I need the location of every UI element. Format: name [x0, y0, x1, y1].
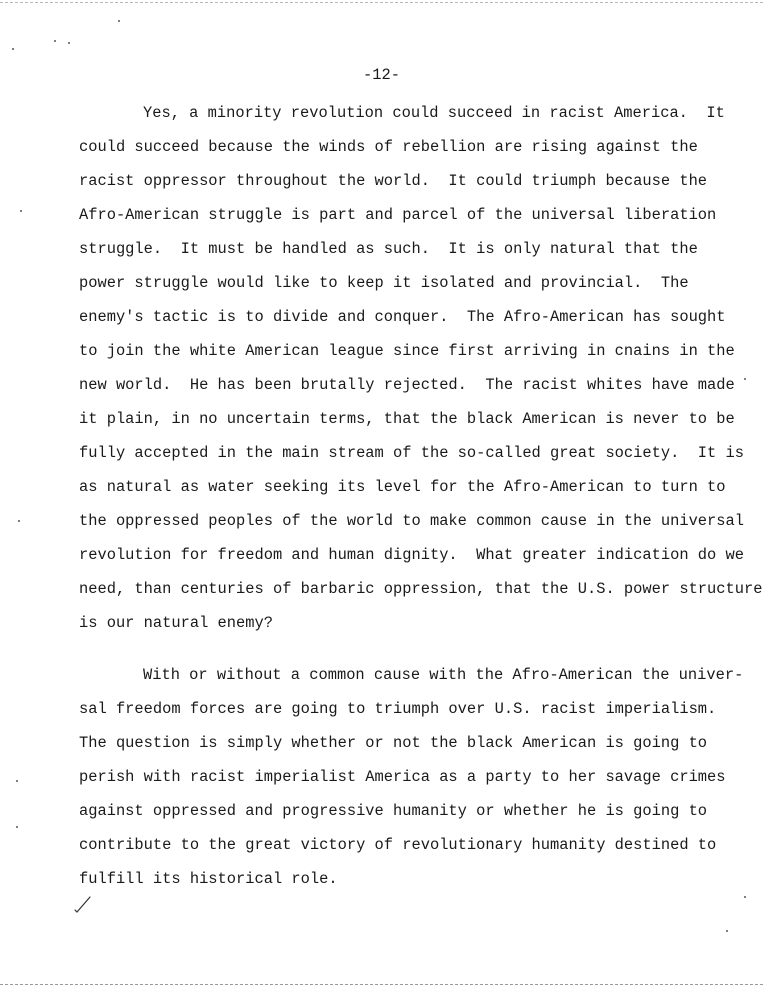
text-line: power struggle would like to keep it isolated and provincial. The — [79, 274, 689, 292]
scan-speck — [744, 378, 746, 380]
text-line: the oppressed peoples of the world to make common cause in the universal — [79, 512, 744, 530]
scan-speck — [20, 210, 22, 212]
scan-speck — [68, 42, 70, 44]
text-line: it plain, in no uncertain terms, that the black American is never to be — [79, 410, 735, 428]
text-line: new world. He has been brutally rejected. The racist whites have made — [79, 376, 735, 394]
text-line: perish with racist imperialist America as a party to her savage crimes — [79, 768, 726, 786]
scan-speck — [744, 896, 746, 898]
text-line: fully accepted in the main stream of the so-called great society. It is — [79, 444, 744, 462]
text-line: The question is simply whether or not the black American is going to — [79, 734, 708, 752]
scan-speck — [12, 48, 14, 50]
text-line: racist oppressor throughout the world. It could triumph because the — [79, 172, 708, 190]
text-line: need, than centuries of barbaric oppression, that the U.S. power structure — [79, 580, 763, 598]
text-line: struggle. It must be handled as such. It is only natural that the — [79, 240, 698, 258]
text-line: against oppressed and progressive humanity or whether he is going to — [79, 802, 708, 820]
page-bottom-edge — [0, 984, 763, 985]
text-line: to join the white American league since first arriving in cnains in the — [79, 342, 735, 360]
text-line: sal freedom forces are going to triumph over U.S. racist imperialism. — [79, 700, 717, 718]
text-line: enemy's tactic is to divide and conquer. The Afro-American has sought — [79, 308, 726, 326]
text-line: as natural as water seeking its level for the Afro-American to turn to — [79, 478, 726, 496]
check-mark-icon — [72, 893, 94, 915]
scan-speck — [118, 20, 120, 22]
text-line: fulfill its historical role. — [79, 870, 338, 888]
text-line: Afro-American struggle is part and parcel of the universal liberation — [79, 206, 717, 224]
scan-speck — [726, 930, 728, 932]
text-line: Yes, a minority revolution could succeed in racist America. It — [143, 104, 725, 122]
scan-speck — [18, 520, 20, 522]
page-number: -12- — [363, 66, 400, 84]
text-line: is our natural enemy? — [79, 614, 273, 632]
page-top-edge — [0, 2, 763, 3]
text-line: contribute to the great victory of revolutionary humanity destined to — [79, 836, 717, 854]
text-line: could succeed because the winds of rebellion are rising against the — [79, 138, 698, 156]
text-line: revolution for freedom and human dignity. What greater indication do we — [79, 546, 744, 564]
scan-speck — [16, 826, 18, 828]
scan-speck — [16, 780, 18, 782]
text-line: With or without a common cause with the Afro-American the univer- — [143, 666, 744, 684]
scan-speck — [54, 40, 56, 42]
